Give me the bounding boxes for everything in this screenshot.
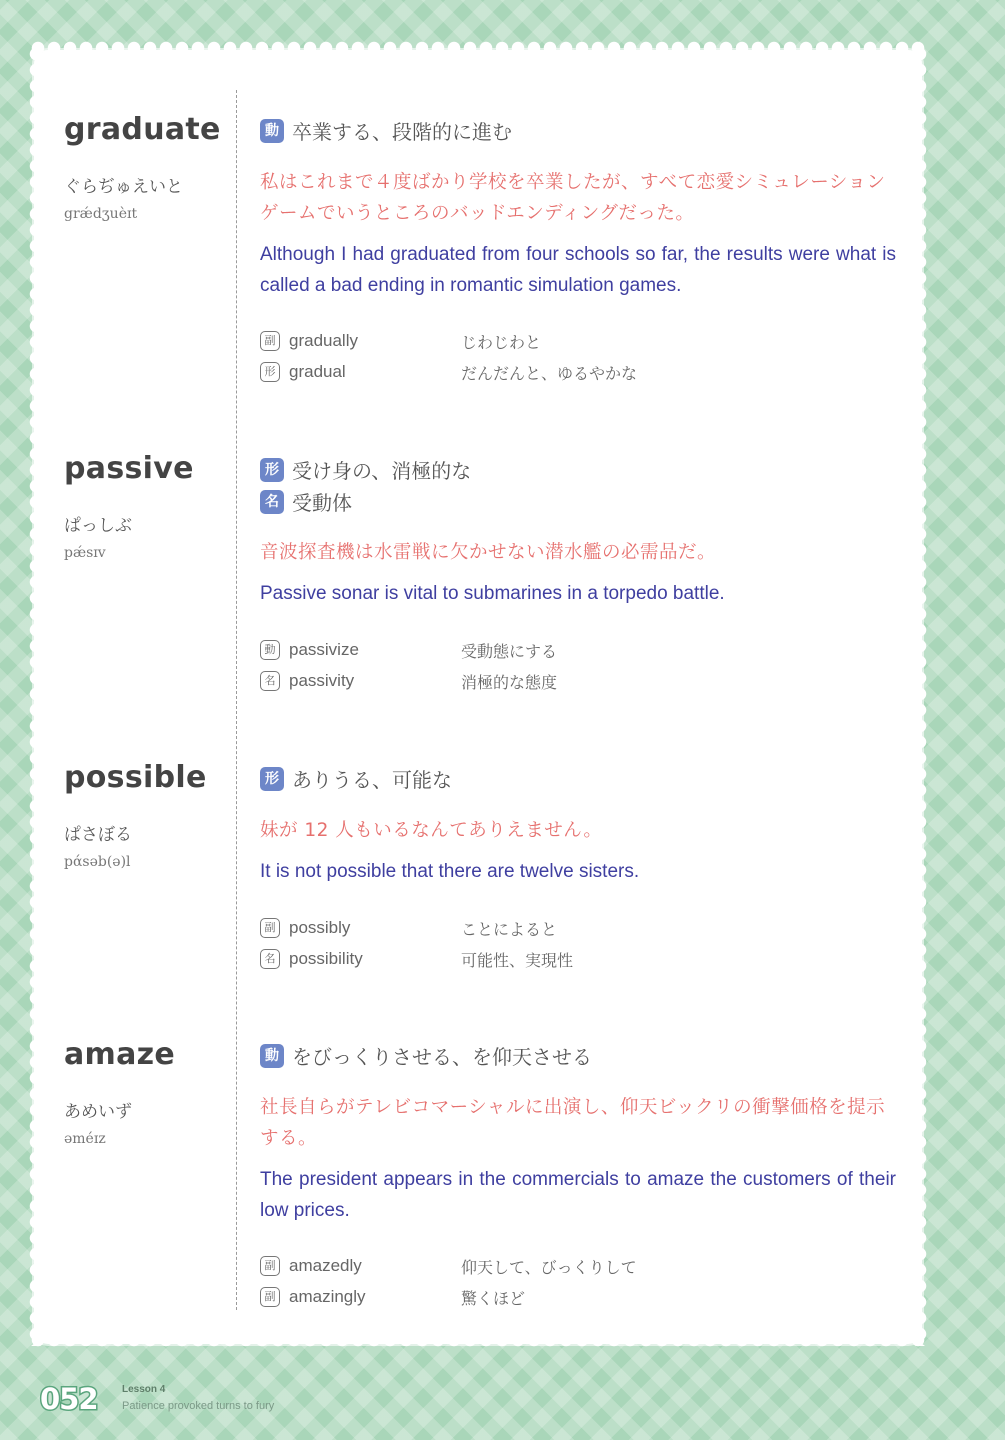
- headword: amaze: [64, 1037, 176, 1072]
- part-of-speech: [260, 487, 352, 516]
- meaning: 受け身の、消極的な: [292, 459, 472, 483]
- adjective-badge-icon: 形: [260, 458, 284, 482]
- part-of-speech: [260, 1041, 592, 1070]
- headword: possible: [64, 760, 207, 795]
- derivative-word: amazingly: [289, 1287, 366, 1306]
- meaning: 受動体: [292, 491, 352, 515]
- derivative-meaning: 驚くほど: [461, 1288, 526, 1308]
- derivative-meaning: だんだんと、ゆるやかな: [461, 363, 638, 383]
- adverb-mark-icon: 副: [260, 918, 280, 938]
- derivative-word: amazedly: [289, 1256, 362, 1275]
- column-divider: [236, 90, 237, 1310]
- derivative-word: gradual: [289, 362, 346, 381]
- lesson-subtitle: Patience provoked turns to fury: [122, 1400, 275, 1412]
- kana-reading: ぱさぼる: [64, 825, 132, 845]
- derivative-meaning: 受動態にする: [461, 641, 558, 661]
- kana-reading: あめいず: [64, 1102, 132, 1122]
- meaning: をびっくりさせる、を仰天させる: [292, 1045, 592, 1069]
- part-of-speech: [260, 116, 512, 145]
- page-number: 052: [40, 1382, 98, 1416]
- derivative-meaning: 消極的な態度: [461, 672, 558, 692]
- derivative-meaning: じわじわと: [461, 332, 542, 352]
- adjective-mark-icon: 形: [260, 362, 280, 382]
- japanese-example: 私はこれまで４度ばかり学校を卒業したが、すべて恋愛シミュレーションゲームでいうところのバッドエンディングだった。: [260, 172, 886, 224]
- noun-mark-icon: 名: [260, 949, 280, 969]
- japanese-example: 妹が 12 人もいるなんてありえません。: [260, 820, 603, 841]
- pronunciation: grǽdʒuèɪt: [64, 206, 138, 222]
- derivative-word: possibility: [289, 949, 363, 968]
- derivative-word: passivize: [289, 640, 359, 659]
- kana-reading: ぱっしぶ: [64, 516, 132, 536]
- adverb-mark-icon: 副: [260, 331, 280, 351]
- derivative-row: [260, 668, 880, 694]
- derivative-row: [260, 1284, 880, 1310]
- derivative-meaning: 可能性、実現性: [461, 950, 574, 970]
- pronunciation: pǽsɪv: [64, 545, 106, 561]
- verb-mark-icon: 動: [260, 640, 280, 660]
- english-example: Although I had graduated from four schools so far, the results were what is called a bad ending in romantic simulation games.: [260, 244, 896, 296]
- derivative-row: [260, 1253, 880, 1279]
- adjective-badge-icon: 形: [260, 767, 284, 791]
- japanese-example: 音波探査機は水雷戦に欠かせない潜水艦の必需品だ。: [260, 542, 717, 563]
- english-example: It is not possible that there are twelve sisters.: [260, 861, 640, 882]
- noun-badge-icon: 名: [260, 490, 284, 514]
- headword: passive: [64, 451, 194, 486]
- part-of-speech: [260, 455, 471, 484]
- adverb-mark-icon: 副: [260, 1287, 280, 1307]
- lesson-label: Lesson 4: [122, 1384, 166, 1395]
- verb-badge-icon: 動: [260, 119, 284, 143]
- derivative-row: [260, 637, 880, 663]
- derivative-row: [260, 359, 880, 385]
- pronunciation: əméɪz: [64, 1131, 106, 1147]
- kana-reading: ぐらぢゅえいと: [64, 177, 183, 197]
- headword: graduate: [64, 112, 221, 147]
- pronunciation: pάsəb(ə)l: [64, 854, 131, 870]
- derivative-meaning: 仰天して、びっくりして: [461, 1257, 637, 1277]
- derivative-row: [260, 328, 880, 354]
- part-of-speech: [260, 764, 452, 793]
- derivative-word: possibly: [289, 918, 351, 937]
- japanese-example: 社長自らがテレビコマーシャルに出演し、仰天ビックリの衝撃価格を提示する。: [260, 1097, 886, 1149]
- derivative-row: [260, 915, 880, 941]
- english-example: The president appears in the commercials to amaze the customers of their low prices.: [260, 1169, 896, 1221]
- english-example: Passive sonar is vital to submarines in a torpedo battle.: [260, 583, 725, 604]
- meaning: ありうる、可能な: [292, 768, 452, 792]
- meaning: 卒業する、段階的に進む: [292, 120, 512, 144]
- derivative-meaning: ことによると: [461, 919, 558, 939]
- adverb-mark-icon: 副: [260, 1256, 280, 1276]
- derivative-word: gradually: [289, 331, 358, 350]
- derivative-word: passivity: [289, 671, 355, 690]
- derivative-row: [260, 946, 880, 972]
- verb-badge-icon: 動: [260, 1044, 284, 1068]
- noun-mark-icon: 名: [260, 671, 280, 691]
